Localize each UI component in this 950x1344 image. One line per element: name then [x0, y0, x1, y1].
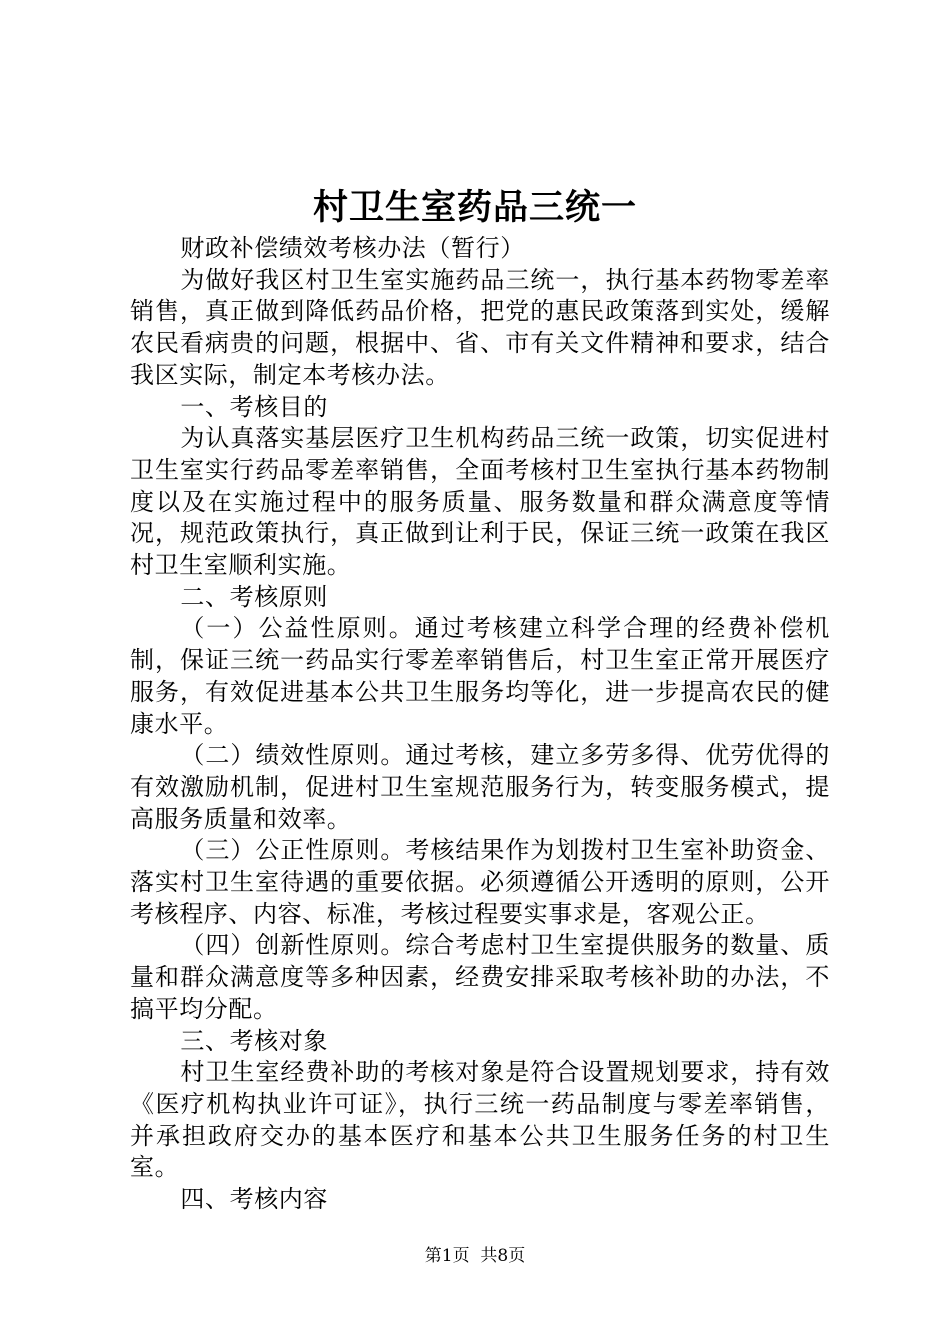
intro-paragraph: 为做好我区村卫生室实施药品三统一，执行基本药物零差率销售，真正做到降低药品价格，把党的惠民政策落到实处，缓解农民看病贵的问题，根据中、省、市有关文件精神和要求，结合我区实际，制定本考核办法。: [130, 265, 830, 389]
page-footer: [0, 1244, 950, 1268]
section-heading-targets: 三、考核对象: [180, 1026, 328, 1055]
footer-spacer: [470, 1246, 481, 1266]
subtitle-paragraph: 财政补偿绩效考核办法（暂行）: [180, 234, 525, 262]
purpose-paragraph: 为认真落实基层医疗卫生机构药品三统一政策，切实促进村卫生室实行药品零差率销售，全面考核村卫生室执行基本药物制度以及在实施过程中的服务质量、服务数量和群众满意度等情况，规范政策执行，真正做到让利于民，保证三统一政策在我区村卫生室顺利实施。: [130, 424, 830, 580]
section-heading-principles: 二、考核原则: [180, 582, 328, 611]
principle-innovation: （四）创新性原则。综合考虑村卫生室提供服务的数量、质量和群众满意度等多种因素，经费安排采取考核补助的办法，不搞平均分配。: [130, 931, 830, 1023]
principle-public-welfare: （一）公益性原则。通过考核建立科学合理的经费补偿机制，保证三统一药品实行零差率销售后，村卫生室正常开展医疗服务，有效促进基本公共卫生服务均等化，进一步提高农民的健康水平。: [130, 614, 830, 738]
page-number: 第1页: [424, 1246, 470, 1266]
principle-fairness: （三）公正性原则。考核结果作为划拨村卫生室补助资金、落实村卫生室待遇的重要依据。必须遵循公开透明的原则，公开考核程序、内容、标准，考核过程要实事求是，客观公正。: [130, 836, 830, 928]
section-heading-purpose: 一、考核目的: [180, 392, 328, 421]
principle-performance: （二）绩效性原则。通过考核，建立多劳多得、优劳优得的有效激励机制，促进村卫生室规范服务行为，转变服务模式，提高服务质量和效率。: [130, 741, 830, 833]
document-body: [130, 233, 830, 1216]
section-heading-content: 四、考核内容: [180, 1185, 328, 1214]
targets-paragraph: 村卫生室经费补助的考核对象是符合设置规划要求，持有效《医疗机构执业许可证》，执行三统一药品制度与零差率销售，并承担政府交办的基本医疗和基本公共卫生服务任务的村卫生室。: [130, 1058, 830, 1182]
page-total: 共8页: [480, 1246, 526, 1266]
document-title: 村卫生室药品三统一: [312, 187, 637, 228]
